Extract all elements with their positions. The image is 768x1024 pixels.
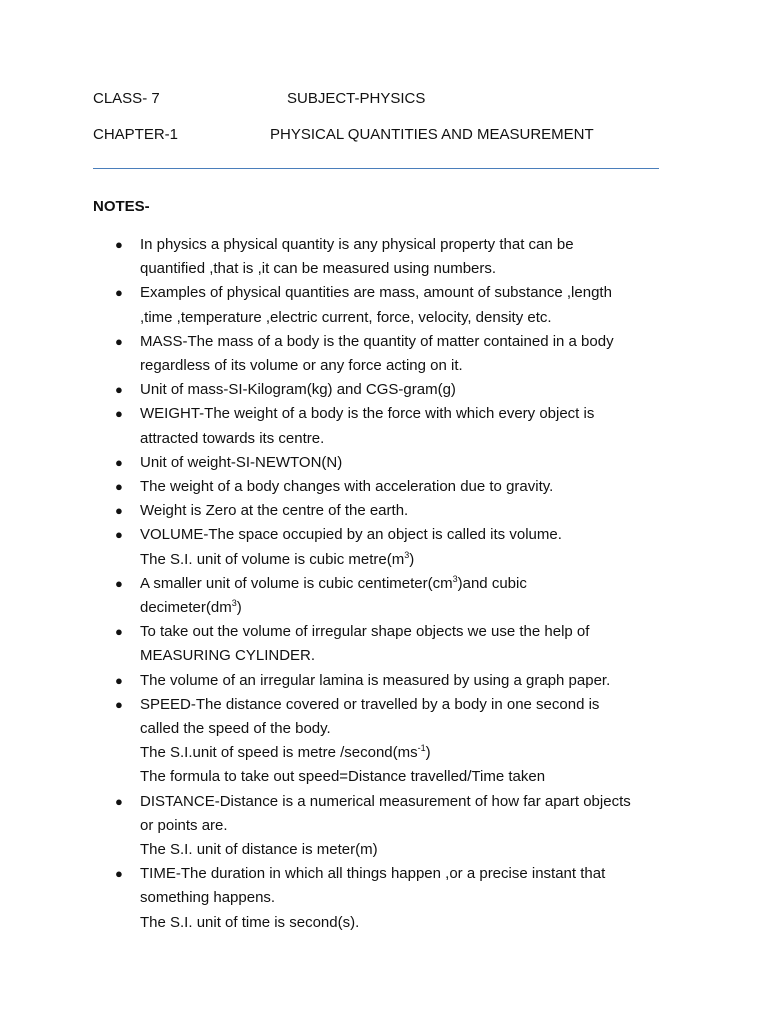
note-line: called the speed of the body.	[140, 720, 331, 738]
superscript: 3	[452, 573, 458, 584]
note-item	[93, 523, 693, 571]
chapter-title: PHYSICAL QUANTITIES AND MEASUREMENT	[270, 126, 594, 143]
note-line: MASS-The mass of a body is the quantity of matter contained in a body	[140, 332, 614, 350]
note-line: something happens.	[140, 889, 276, 907]
bullet-icon: ●	[115, 793, 123, 809]
note-item	[93, 669, 693, 693]
note-line: quantified ,that is ,it can be measured using numbers.	[140, 260, 497, 278]
note-line: The volume of an irregular lamina is measured by using a graph paper.	[140, 671, 611, 689]
note-item	[93, 499, 693, 523]
note-item	[93, 330, 693, 378]
note-line: MEASURING CYLINDER.	[140, 647, 316, 665]
note-line: SPEED-The distance covered or travelled by a body in one second is	[140, 695, 600, 713]
note-line: $decimeter(dm^3)$	[140, 598, 242, 617]
note-item	[93, 402, 693, 450]
bullet-icon: ●	[115, 237, 123, 252]
bullet-icon: ●	[115, 285, 123, 301]
note-line: The S.I.unit of speed is metre $/second(ms^{-1})$	[140, 743, 431, 762]
note-line: Examples of physical quantities are mass, amount of substance ,length	[140, 284, 612, 302]
note-line: The S.I. unit of volume is cubic $metre(m^3)$	[140, 549, 415, 568]
note-line: The S.I. unit of time is second(s).	[140, 913, 360, 931]
note-line: WEIGHT-The weight of a body is the force with which every object is	[140, 405, 595, 423]
note-line: Unit of mass-SI-Kilogram(kg) and CGS-gram(g)	[140, 381, 456, 399]
note-item	[93, 572, 693, 620]
notes-heading: NOTES-	[93, 198, 150, 215]
note-item	[93, 281, 693, 329]
note-line: Weight is Zero at the centre of the earth.	[140, 502, 409, 520]
bullet-icon: ●	[115, 696, 123, 712]
note-line: In physics a physical quantity is any physical property that can be	[140, 236, 574, 253]
bullet-icon: ●	[115, 454, 123, 470]
bullet-icon: ●	[115, 503, 123, 519]
note-item	[93, 862, 693, 935]
subject-label: SUBJECT-PHYSICS	[287, 90, 426, 107]
bullet-icon: ●	[115, 527, 123, 543]
header-divider	[93, 168, 659, 169]
note-item	[93, 475, 693, 499]
note-line: The S.I. unit of distance is meter(m)	[140, 841, 378, 859]
bullet-icon: ●	[115, 672, 123, 688]
bullet-icon: ●	[115, 479, 123, 495]
bullet-icon: ●	[115, 624, 123, 640]
note-line: To take out the volume of irregular shape objects we use the help of	[140, 623, 590, 641]
note-item	[93, 378, 693, 402]
chapter-label: CHAPTER-1	[93, 126, 179, 143]
note-item	[93, 233, 693, 281]
note-line: ,time ,temperature ,electric current, force, velocity, density etc.	[140, 308, 552, 326]
note-item	[93, 451, 693, 475]
bullet-icon: ●	[115, 333, 123, 349]
note-line: attracted towards its centre.	[140, 429, 325, 447]
bullet-icon: ●	[115, 866, 123, 882]
note-line: The weight of a body changes with acceleration due to gravity.	[140, 478, 554, 496]
notes-list	[93, 233, 693, 935]
note-item	[93, 693, 693, 790]
bullet-icon: ●	[115, 406, 123, 422]
superscript: 3	[231, 598, 237, 609]
bullet-icon: ●	[115, 575, 123, 591]
bullet-icon: ●	[115, 382, 123, 398]
note-item	[93, 790, 693, 863]
note-line: VOLUME-The space occupied by an object is called its volume.	[140, 526, 562, 544]
note-line: TIME-The duration in which all things happen ,or a precise instant that	[140, 865, 606, 883]
note-line: or points are.	[140, 816, 228, 834]
note-line: A smaller unit of volume is cubic $centimeter(cm^3)and$ cubic	[140, 573, 527, 592]
note-line: Unit of weight-SI-NEWTON(N)	[140, 453, 343, 471]
superscript: 3	[404, 549, 410, 560]
note-line: DISTANCE-Distance is a numerical measurement of how far apart objects	[140, 792, 631, 810]
note-line: The formula to take out speed=Distance travelled/Time taken	[140, 768, 546, 786]
note-line: regardless of its volume or any force acting on it.	[140, 357, 463, 375]
class-label: CLASS- 7	[93, 90, 160, 107]
note-item	[93, 620, 693, 668]
superscript: -1	[417, 743, 426, 754]
